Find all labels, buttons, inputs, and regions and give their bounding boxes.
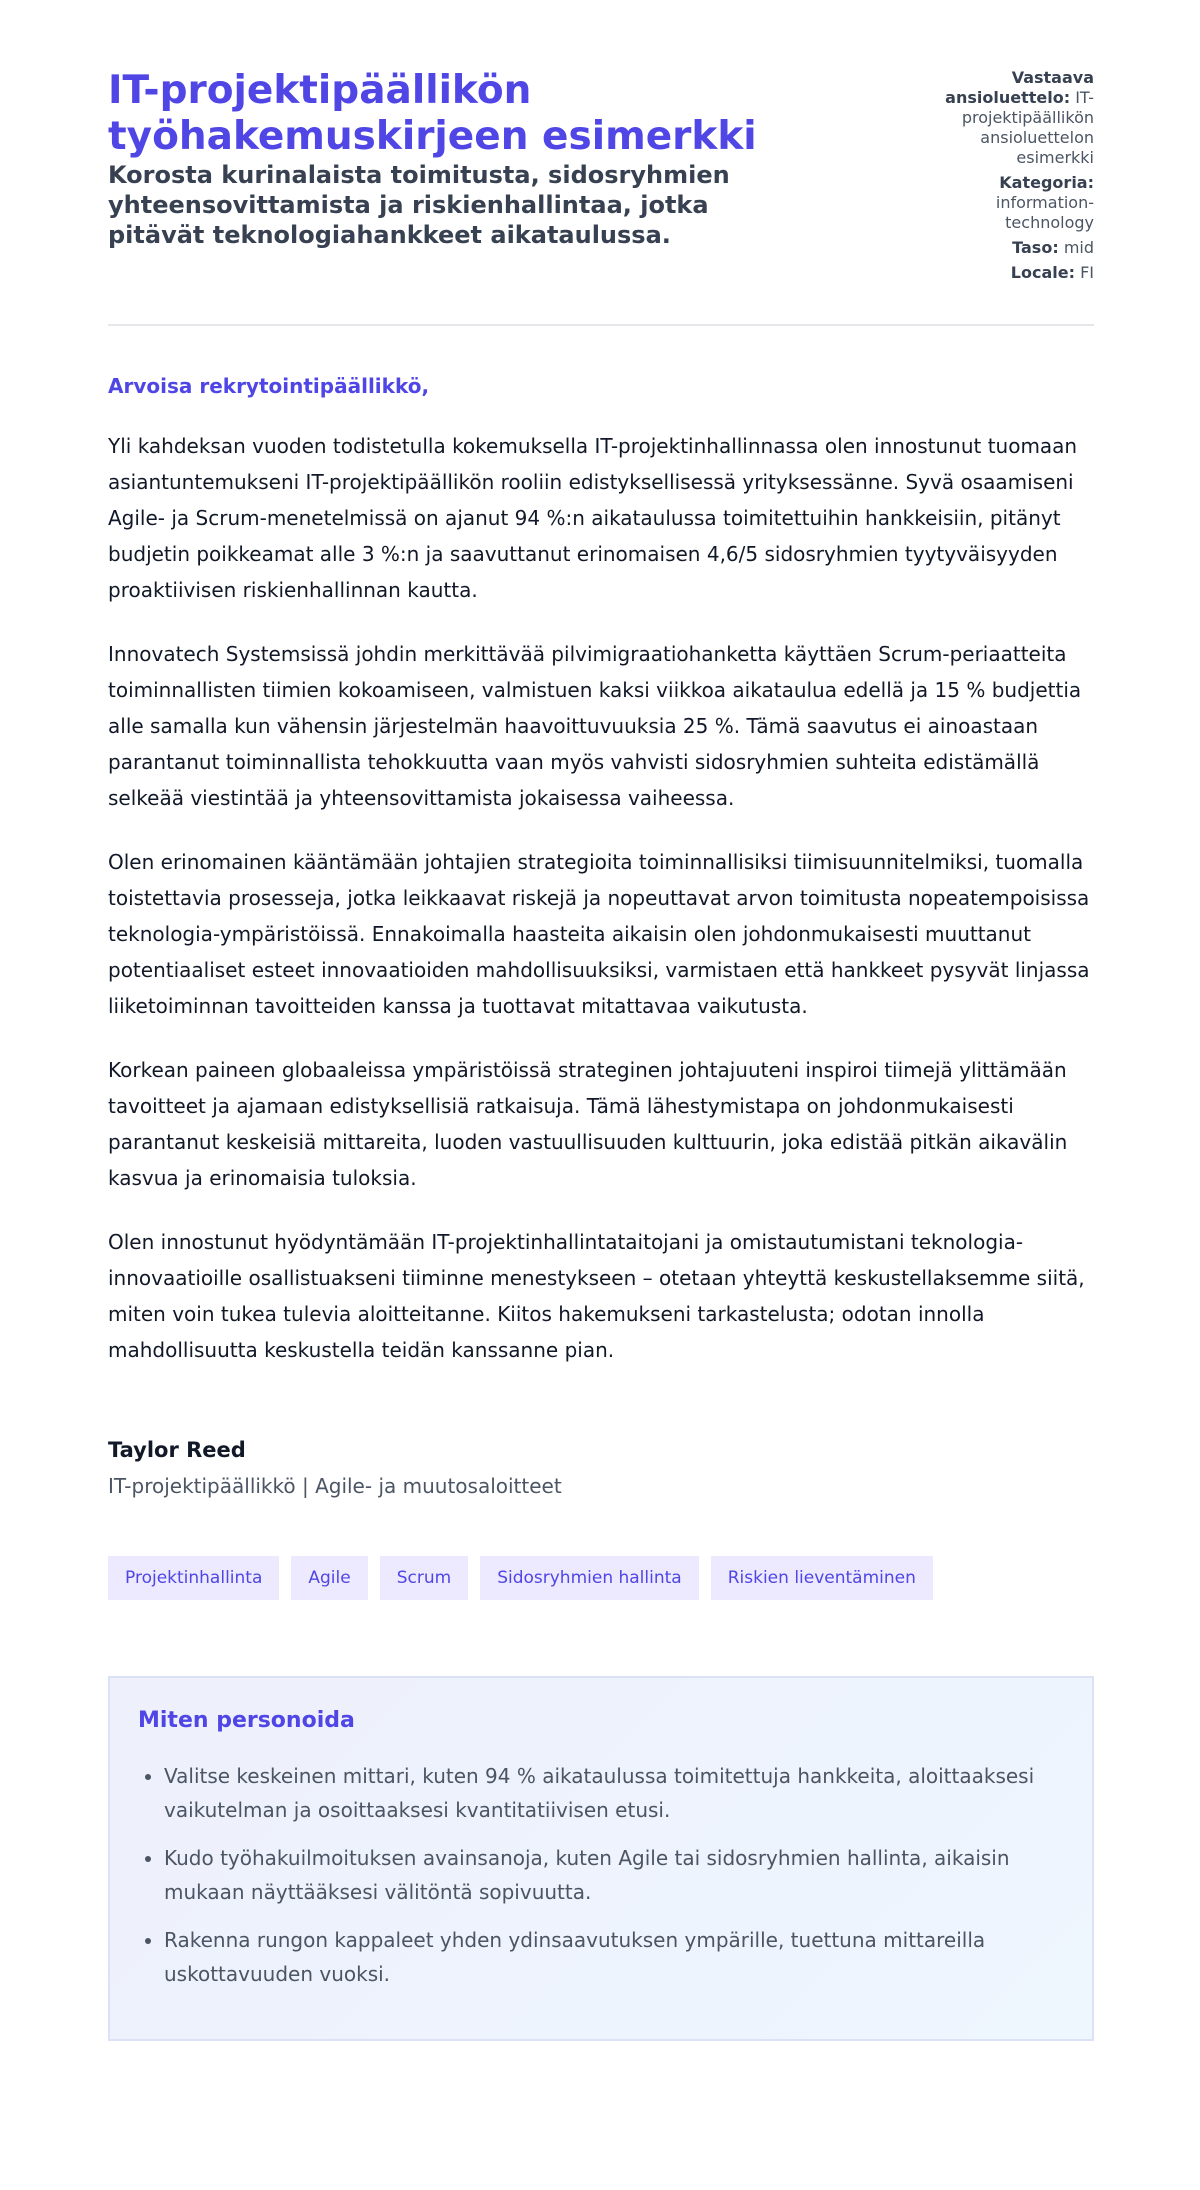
skill-tag: Riskien lieventäminen <box>711 1556 933 1600</box>
page-title: IT-projektipäällikön työhakemuskirjeen esimerkki <box>108 68 757 159</box>
divider <box>108 324 1094 326</box>
salutation: Arvoisa rekrytointipäällikkö, <box>108 374 430 398</box>
meta-value: mid <box>1063 238 1094 257</box>
letter-paragraph: Yli kahdeksan vuoden todistetulla kokemuksella IT-projektinhallinnassa olen innostunut tuomaan asiantuntemukseni IT-projektipäällikön rooliin edistyksellisessä yrityksessänne. Syvä osaamiseni Agile- ja Scrum-menetelmissä on ajanut 94 %:n aikataulussa toimitettuihin hankkeisiin, pitänyt budjetin poikkeamat alle 3 %:n ja saavuttanut erinomaisen 4,6/5 sidosryhmien tyytyväisyyden proaktiivisen riskienhallinnan kautta. <box>108 434 1078 602</box>
meta-label: Taso: <box>1012 238 1059 257</box>
page-subtitle: Korosta kurinalaista toimitusta, sidosryhmien yhteensovittamista ja riskienhallintaa, jotka pitävät teknologiahankkeet aikataulussa. <box>108 161 730 249</box>
meta-locale <box>915 263 1094 283</box>
meta-info <box>915 68 1094 288</box>
skill-tags <box>108 1556 1094 1600</box>
signature-name: Taylor Reed <box>108 1438 246 1462</box>
letter-paragraph: Korkean paineen globaaleissa ympäristöissä strateginen johtajuuteni inspiroi tiimejä ylittämään tavoitteet ja ajamaan edistyksellisiä ratkaisuja. Tämä lähestymistapa on johdonmukaisesti parantanut keskeisiä mittareita, luoden vastuullisuuden kulttuurin, joka edistää pitkän aikavälin kasvua ja erinomaisia tuloksia. <box>108 1058 1068 1190</box>
title-block <box>108 68 915 250</box>
letter-paragraph: Olen innostunut hyödyntämään IT-projektinhallintataitojani ja omistautumistani teknologia-innovaatioille osallistuakseni tiiminne menestykseen – otetaan yhteyttä keskustellaksemme siitä, miten voin tukea tulevia aloitteitanne. Kiitos hakemukseni tarkastelusta; odotan innolla mahdollisuutta keskustella teidän kanssanne pian. <box>108 1230 1085 1362</box>
letter-paragraph: Innovatech Systemsissä johdin merkittävää pilvimigraatiohanketta käyttäen Scrum-periaatteita toiminnallisten tiimien kokoamiseen, valmistuen kaksi viikkoa aikataulua edellä ja 15 % budjettia alle samalla kun vähensin järjestelmän haavoittuvuuksia 25 %. Tämä saavutus ei ainoastaan parantanut toiminnallista tehokkuutta vaan myös vahvisti sidosryhmien suhteita edistämällä selkeää viestintää ja yhteensovittamista jokaisessa vaiheessa. <box>108 642 1082 810</box>
tip-item: • Valitse keskeinen mittari, kuten 94 % aikataulussa toimitettuja hankkeita, aloittaaksesi vaikutelman ja osoittaaksesi kvantitatiivisen etusi. <box>164 1759 1064 1827</box>
meta-label: Vastaava ansioluettelo: <box>945 68 1094 107</box>
signature-title: IT-projektipäällikkö | Agile- ja muutosaloitteet <box>108 1474 562 1498</box>
skill-tag: Projektinhallinta <box>108 1556 279 1600</box>
skill-tag: Scrum <box>380 1556 468 1600</box>
meta-value: information-technology <box>995 193 1094 232</box>
meta-label: Kategoria: <box>999 173 1094 192</box>
letter-paragraph: Olen erinomainen kääntämään johtajien strategioita toiminnallisiksi tiimisuunnitelmiksi, tuomalla toistettavia prosesseja, jotka leikkaavat riskejä ja nopeuttavat arvon toimitusta nopeatempoisissa teknologia-ympäristöissä. Ennakoimalla haasteita aikaisin olen johdonmukaisesti muuttanut potentiaaliset esteet innovaatioiden mahdollisuuksiksi, varmistaen että hankkeet pysyvät linjassa liiketoiminnan tavoitteiden kanssa ja tuottavat mitattavaa vaikutusta. <box>108 850 1090 1018</box>
meta-level <box>915 238 1094 258</box>
meta-related-resume <box>915 68 1094 168</box>
meta-category <box>915 173 1094 233</box>
personalization-tips <box>108 1676 1094 2041</box>
meta-label: Locale: <box>1010 263 1075 282</box>
meta-value: IT-projektipäällikön ansioluettelon esimerkki <box>961 88 1094 167</box>
tip-item: • Kudo työhakuilmoituksen avainsanoja, kuten Agile tai sidosryhmien hallinta, aikaisin mukaan näyttääksesi välitöntä sopivuutta. <box>164 1841 1064 1909</box>
tips-title: Miten personoida <box>138 1708 355 1733</box>
meta-value: FI <box>1080 263 1094 282</box>
skill-tag: Agile <box>291 1556 367 1600</box>
tips-list <box>138 1759 1064 1991</box>
tip-item: • Rakenna rungon kappaleet yhden ydinsaavutuksen ympärille, tuettuna mittareilla uskottavuuden vuoksi. <box>164 1923 1064 1991</box>
page-header <box>108 68 1094 288</box>
skill-tag: Sidosryhmien hallinta <box>480 1556 699 1600</box>
